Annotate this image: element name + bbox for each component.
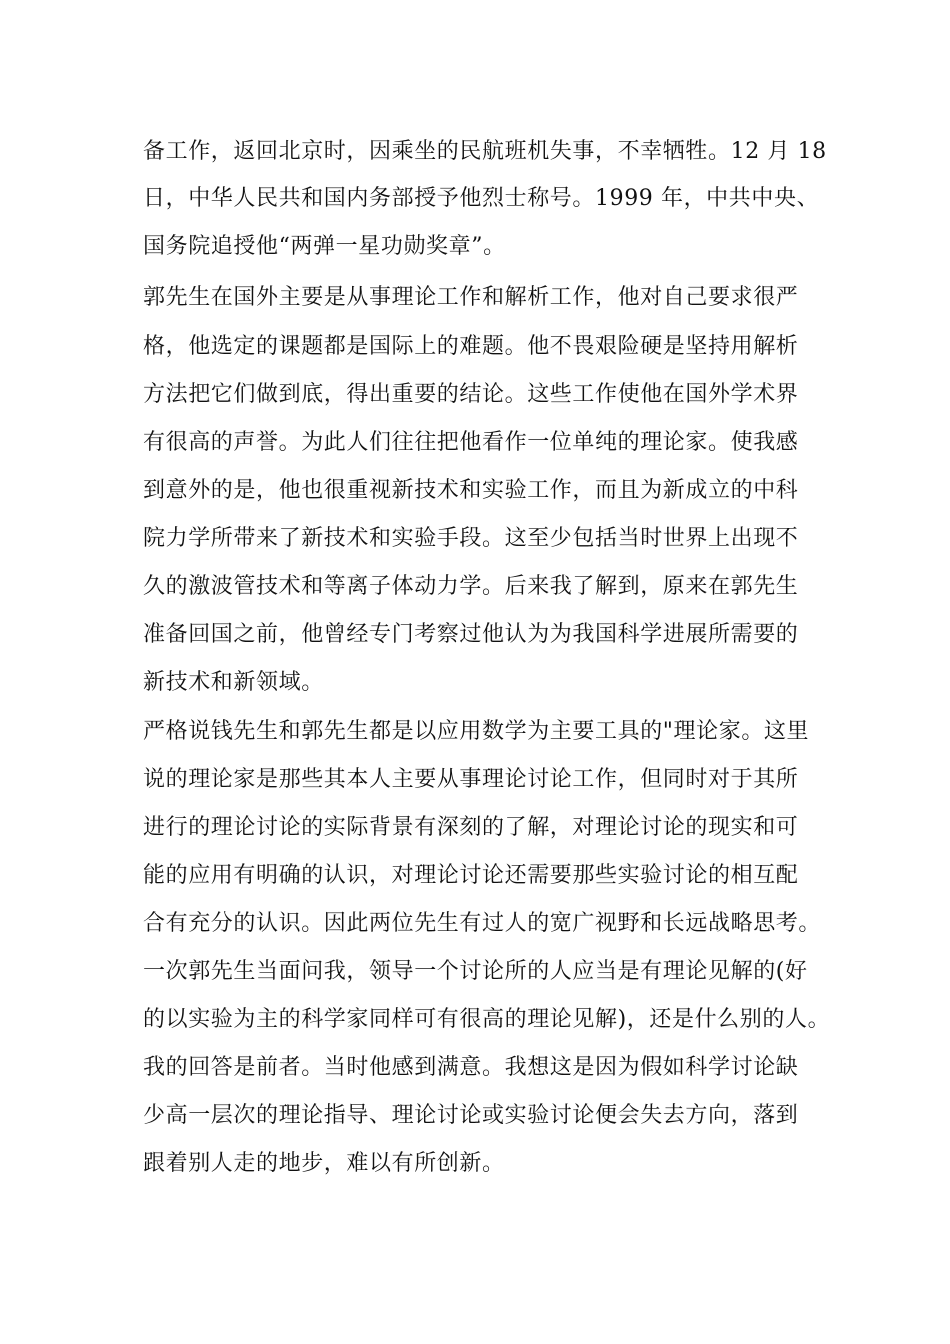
text-line-8: 到意外的是，他也很重视新技术和实验工作，而且为新成立的中科 <box>143 478 799 503</box>
text-line-2: 日，中华人民共和国内务部授予他烈士称号。1999 年，中共中央、 <box>143 186 820 211</box>
text-line-14: 说的理论家是那些其本人主要从事理论讨论工作，但同时对于其所 <box>143 767 799 792</box>
text-line-5: 格，他选定的课题都是国际上的难题。他不畏艰险硬是坚持用解析 <box>143 334 799 359</box>
text-line-17: 合有充分的认识。因此两位先生有过人的宽广视野和长远战略思考。 <box>143 911 822 936</box>
text-line-15: 进行的理论讨论的实际背景有深刻的了解，对理论讨论的现实和可 <box>143 815 799 840</box>
text-line-21: 少高一层次的理论指导、理论讨论或实验讨论便会失去方向，落到 <box>143 1103 799 1128</box>
text-line-22: 跟着别人走的地步，难以有所创新。 <box>143 1151 505 1176</box>
text-line-1: 备工作，返回北京时，因乘坐的民航班机失事，不幸牺牲。12 月 18 <box>143 139 827 164</box>
text-line-16: 能的应用有明确的认识，对理论讨论还需要那些实验讨论的相互配 <box>143 863 799 888</box>
text-line-20: 我的回答是前者。当时他感到满意。我想这是因为假如科学讨论缺 <box>143 1055 799 1080</box>
text-line-12: 新技术和新领域。 <box>143 670 324 695</box>
text-line-9: 院力学所带来了新技术和实验手段。这至少包括当时世界上出现不 <box>143 526 799 551</box>
text-line-6: 方法把它们做到底，得出重要的结论。这些工作使他在国外学术界 <box>143 382 799 407</box>
text-line-3: 国务院追授他“两弹一星功勋奖章”。 <box>143 234 506 259</box>
text-line-13: 严格说钱先生和郭先生都是以应用数学为主要工具的"理论家。这里 <box>143 719 810 744</box>
text-line-10: 久的激波管技术和等离子体动力学。后来我了解到，原来在郭先生 <box>143 574 799 599</box>
text-line-18: 一次郭先生当面问我，领导一个讨论所的人应当是有理论见解的(好 <box>143 959 808 984</box>
text-line-19: 的以实验为主的科学家同样可有很高的理论见解)，还是什么别的人。 <box>143 1007 831 1032</box>
text-line-11: 准备回国之前，他曾经专门考察过他认为为我国科学进展所需要的 <box>143 622 799 647</box>
text-line-4: 郭先生在国外主要是从事理论工作和解析工作，他对自己要求很严 <box>143 285 799 310</box>
text-line-7: 有很高的声誉。为此人们往往把他看作一位单纯的理论家。使我感 <box>143 430 799 455</box>
